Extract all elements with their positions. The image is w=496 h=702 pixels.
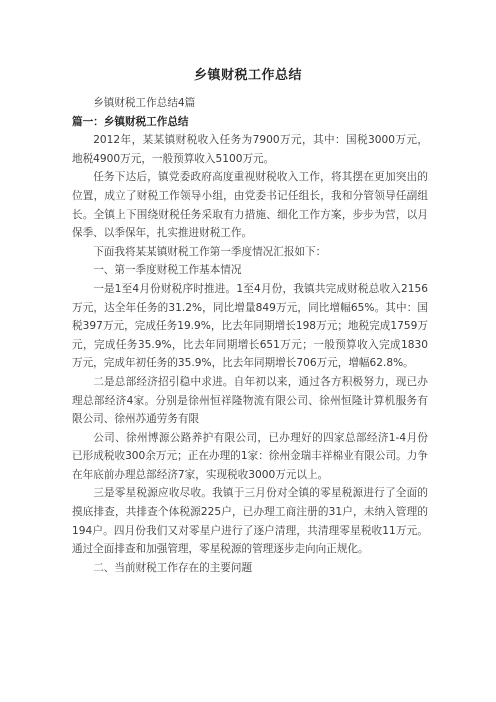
body-paragraph: 三是零星税源应收尽收。我镇于三月份对全镇的零星税源进行了全面的摸底排查，共排查个体税源225户，已办理工商注册的31户，未纳入管理的194户。四月份我们又对零星户进行了逐户清理，共清理零星税收11万元。通过全面排查和加强管理，零星税源的管理逐步走向向正规化。 bbox=[72, 487, 428, 556]
document-body bbox=[72, 94, 428, 577]
body-paragraph: 任务下达后，镇党委政府高度重视财税收入工作，将其摆在更加突出的位置，成立了财税工作领导小组，由党委书记任组长，我和分管领导任副组长。全镇上下围绕财税任务采取有力措施、细化工作方案，步步为营，以月保季、以季保年，扎实推进财税工作。 bbox=[72, 171, 428, 240]
section-heading: 篇一：乡镇财税工作总结 bbox=[72, 115, 189, 128]
body-paragraph: 2012年，某某镇财税收入任务为7900万元，其中：国税3000万元，地税4900万元，一般预算收入5100万元。 bbox=[72, 134, 428, 165]
section-subheading: 一、第一季度财税工作基本情况 bbox=[93, 264, 242, 277]
body-paragraph: 下面我将某某镇财税工作第一季度情况汇报如下： bbox=[93, 245, 327, 258]
body-paragraph: 一是1至4月份财税序时推进。1至4月份，我镇共完成财税总收入2156万元，达全年任务的31.2%，同比增量849万元，同比增幅65%。其中：国税397万元，完成任务19.9%，比去年同期增长198万元；地税完成1759万元，完成任务35.9%，比去年同期增长651万元；一般预算收入完成1830万元，完成年初任务的35.9%，比去年同期增长706万元，增幅62.8%。 bbox=[72, 282, 428, 370]
body-paragraph: 二是总部经济招引稳中求进。自年初以来，通过各方积极努力，现已办理总部经济4家。分别是徐州恒祥隆物流有限公司、徐州恒隆计算机服务有限公司、徐州苏通劳务有限 bbox=[72, 375, 428, 426]
subtitle-line: 乡镇财税工作总结4篇 bbox=[93, 97, 196, 109]
section-subheading: 二、当前财税工作存在的主要问题 bbox=[93, 561, 253, 574]
body-paragraph: 公司、徐州博源公路养护有限公司，已办理好的四家总部经济1-4月份已形成税收300余万元；正在办理的1家：徐州金瑞丰祥棉业有限公司。力争在年底前办理总部经济7家，实现税收3000万元以上。 bbox=[72, 431, 428, 481]
document-title: 乡镇财税工作总结 bbox=[193, 68, 302, 83]
